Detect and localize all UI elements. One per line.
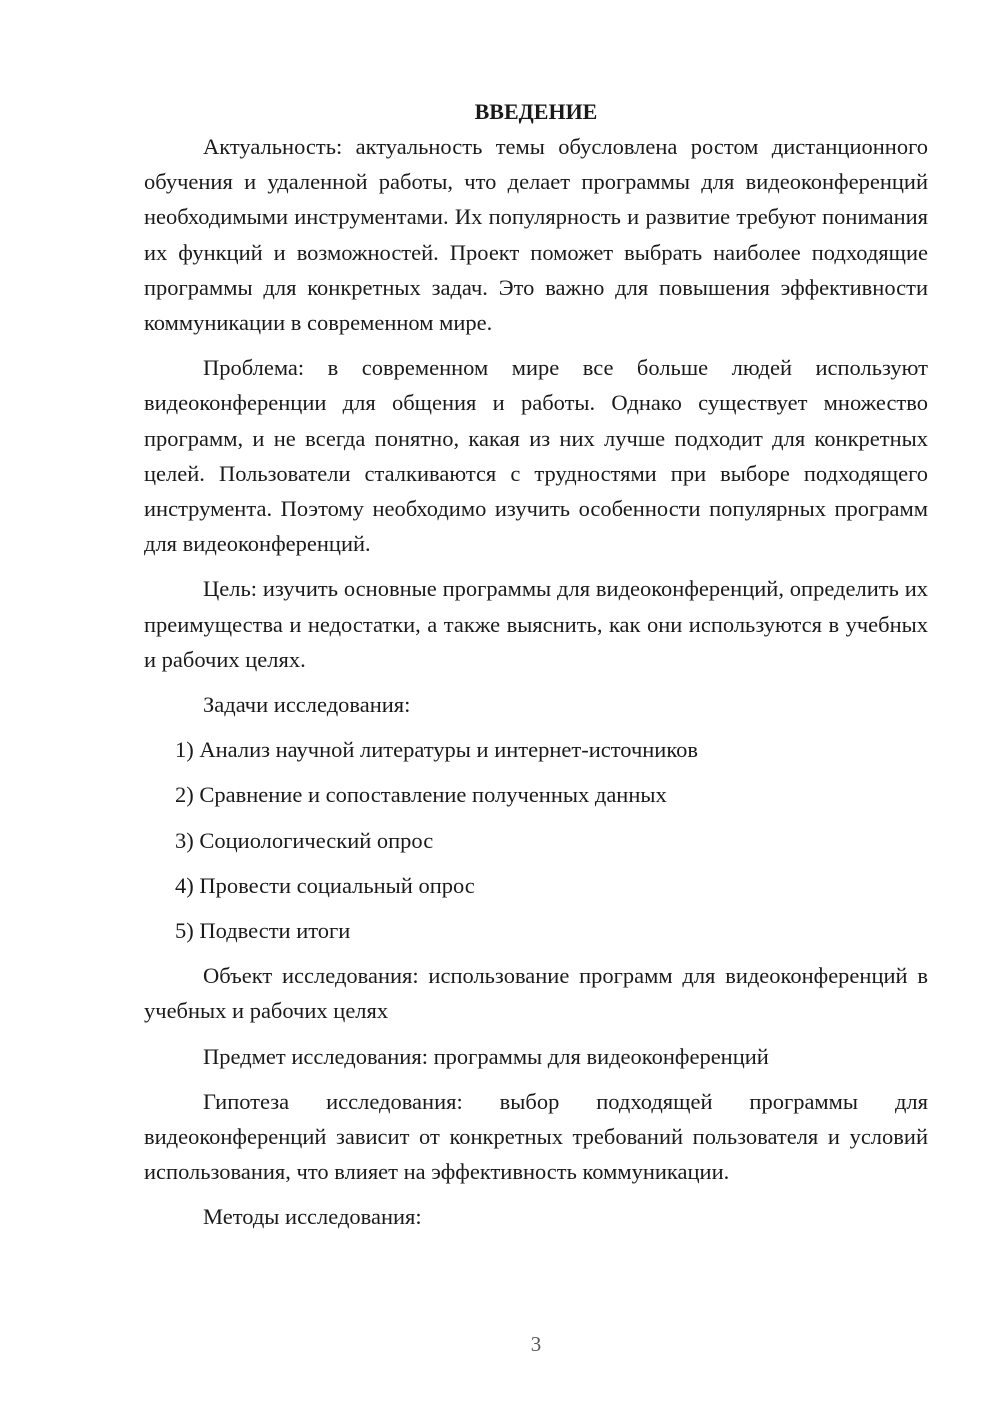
- list-item: 4) Провести социальный опрос: [175, 872, 475, 898]
- section-heading: ВВЕДЕНИЕ: [474, 99, 598, 124]
- page-number: 3: [530, 1332, 542, 1356]
- paragraph-subject: Предмет исследования: программы для видеоконференций: [203, 1043, 769, 1069]
- paragraph-goal: Цель: изучить основные программы для видеоконференций, определить их преимущества и недостатки, а также выяснить, как они используются в учебных и рабочих целях.: [144, 576, 928, 672]
- paragraph-relevance: Актуальность: актуальность темы обусловлена ростом дистанционного обучения и удаленной работы, что делает программы для видеоконференций необходимыми инструментами. Их популярность и развитие требуют понимания их функций и возможностей. Проект поможет выбрать наиболее подходящие программы для конкретных задач. Это важно для повышения эффективности коммуникации в современном мире.: [144, 134, 928, 336]
- paragraph-tasks-intro: Задачи исследования:: [203, 692, 411, 718]
- list-item: 5) Подвести итоги: [175, 918, 351, 944]
- list-item: 1) Анализ научной литературы и интернет-источников: [175, 737, 699, 763]
- list-item: 3) Социологический опрос: [175, 827, 434, 853]
- paragraph-object: Объект исследования: использование программ для видеоконференций в учебных и рабочих целях: [144, 963, 928, 1024]
- page-content: [144, 94, 928, 1235]
- paragraph-problem: Проблема: в современном мире все больше людей используют видеоконференции для общения и работы. Однако существует множество программ, и не всегда понятно, какая из них лучше подходит для конкретных целей. Пользователи сталкиваются с трудностями при выборе подходящего инструмента. Поэтому необходимо изучить особенности популярных программ для видеоконференций.: [144, 355, 928, 557]
- paragraph-methods: Методы исследования:: [203, 1204, 422, 1230]
- list-item: 2) Сравнение и сопоставление полученных данных: [175, 782, 667, 808]
- tasks-list: [144, 732, 928, 948]
- paragraph-hypothesis: Гипотеза исследования: выбор подходящей программы для видеоконференций зависит от конкретных требований пользователя и условий использования, что влияет на эффективность коммуникации.: [144, 1088, 928, 1185]
